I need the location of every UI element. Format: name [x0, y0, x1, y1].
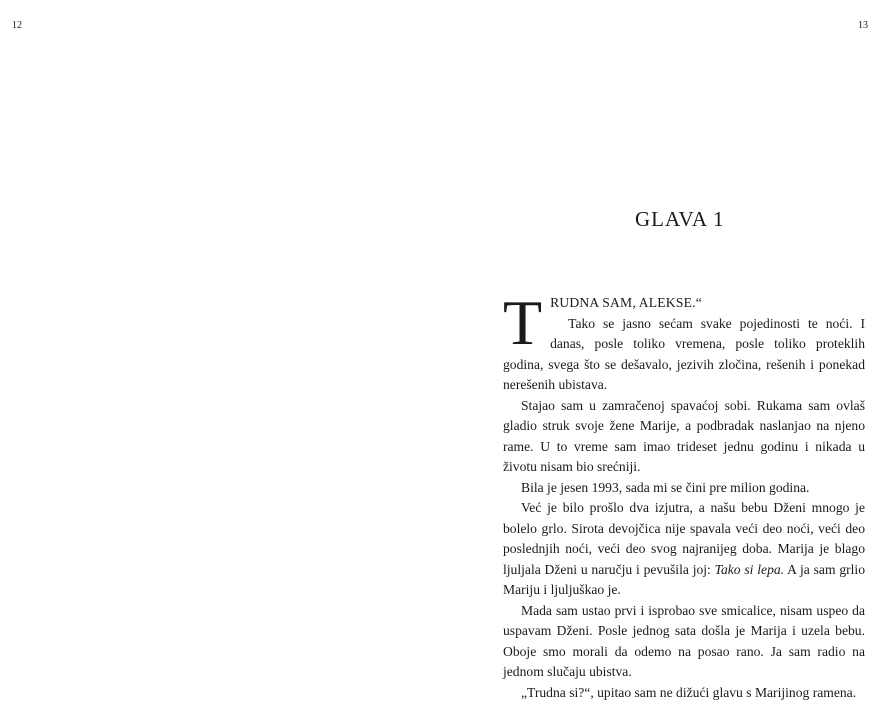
- chapter-body: [503, 293, 865, 703]
- chapter-title: GLAVA 1: [635, 206, 725, 232]
- page-number-right: 13: [858, 20, 868, 32]
- right-page: [446, 0, 891, 700]
- drop-cap: T: [503, 297, 542, 349]
- paragraph-1: [503, 293, 865, 396]
- paragraph-4: [503, 498, 865, 601]
- paragraph-1-text: Tako se jasno sećam svake pojedinosti te noći. I danas, posle toliko vremena, posle toliko proteklih godina, svega što se dešavalo, jezivih zločina, rešenih i ponekad nerešenih ubistava.: [503, 316, 865, 393]
- song-title: Tako si lepa.: [715, 562, 784, 577]
- paragraph-6: „Trudna si?“, upitao sam ne dižući glavu s Marijinog ramena.: [503, 683, 865, 703]
- left-page: [0, 0, 445, 700]
- paragraph-4-end: A ja sam grlio Mariju i ljuljuškao je.: [503, 562, 865, 598]
- paragraph-3: Bila je jesen 1993, sada mi se čini pre milion godina.: [503, 478, 865, 499]
- paragraph-2: Stajao sam u zamračenoj spavaćoj sobi. Rukama sam ovlaš gladio struk svoje žene Marije, a podbradak naslanjao na njeno rame. U to vreme sam imao trideset jednu godinu i nikada u životu nisam bio srećniji.: [503, 396, 865, 478]
- opening-line: RUDNA SAM, ALEKSE.“: [550, 295, 702, 310]
- paragraph-4-text: Već je bilo prošlo dva izjutra, a našu bebu Dženi mnogo je bolelo grlo. Sirota devojčica nije spavala veći deo noći, veći deo poslednjih noći, veći deo svog najranijeg doba. Marija je blago ljuljala Dženi u naručju i pevušila joj:: [503, 500, 865, 577]
- page-number-left: 12: [12, 20, 22, 32]
- paragraph-5: Mada sam ustao prvi i isprobao sve smicalice, nisam uspeo da uspavam Dženi. Posle jednog sata došla je Marija i uzela bebu. Oboje smo morali da odemo na posao rano. Ja sam radio na jednom slučaju ubistva.: [503, 601, 865, 683]
